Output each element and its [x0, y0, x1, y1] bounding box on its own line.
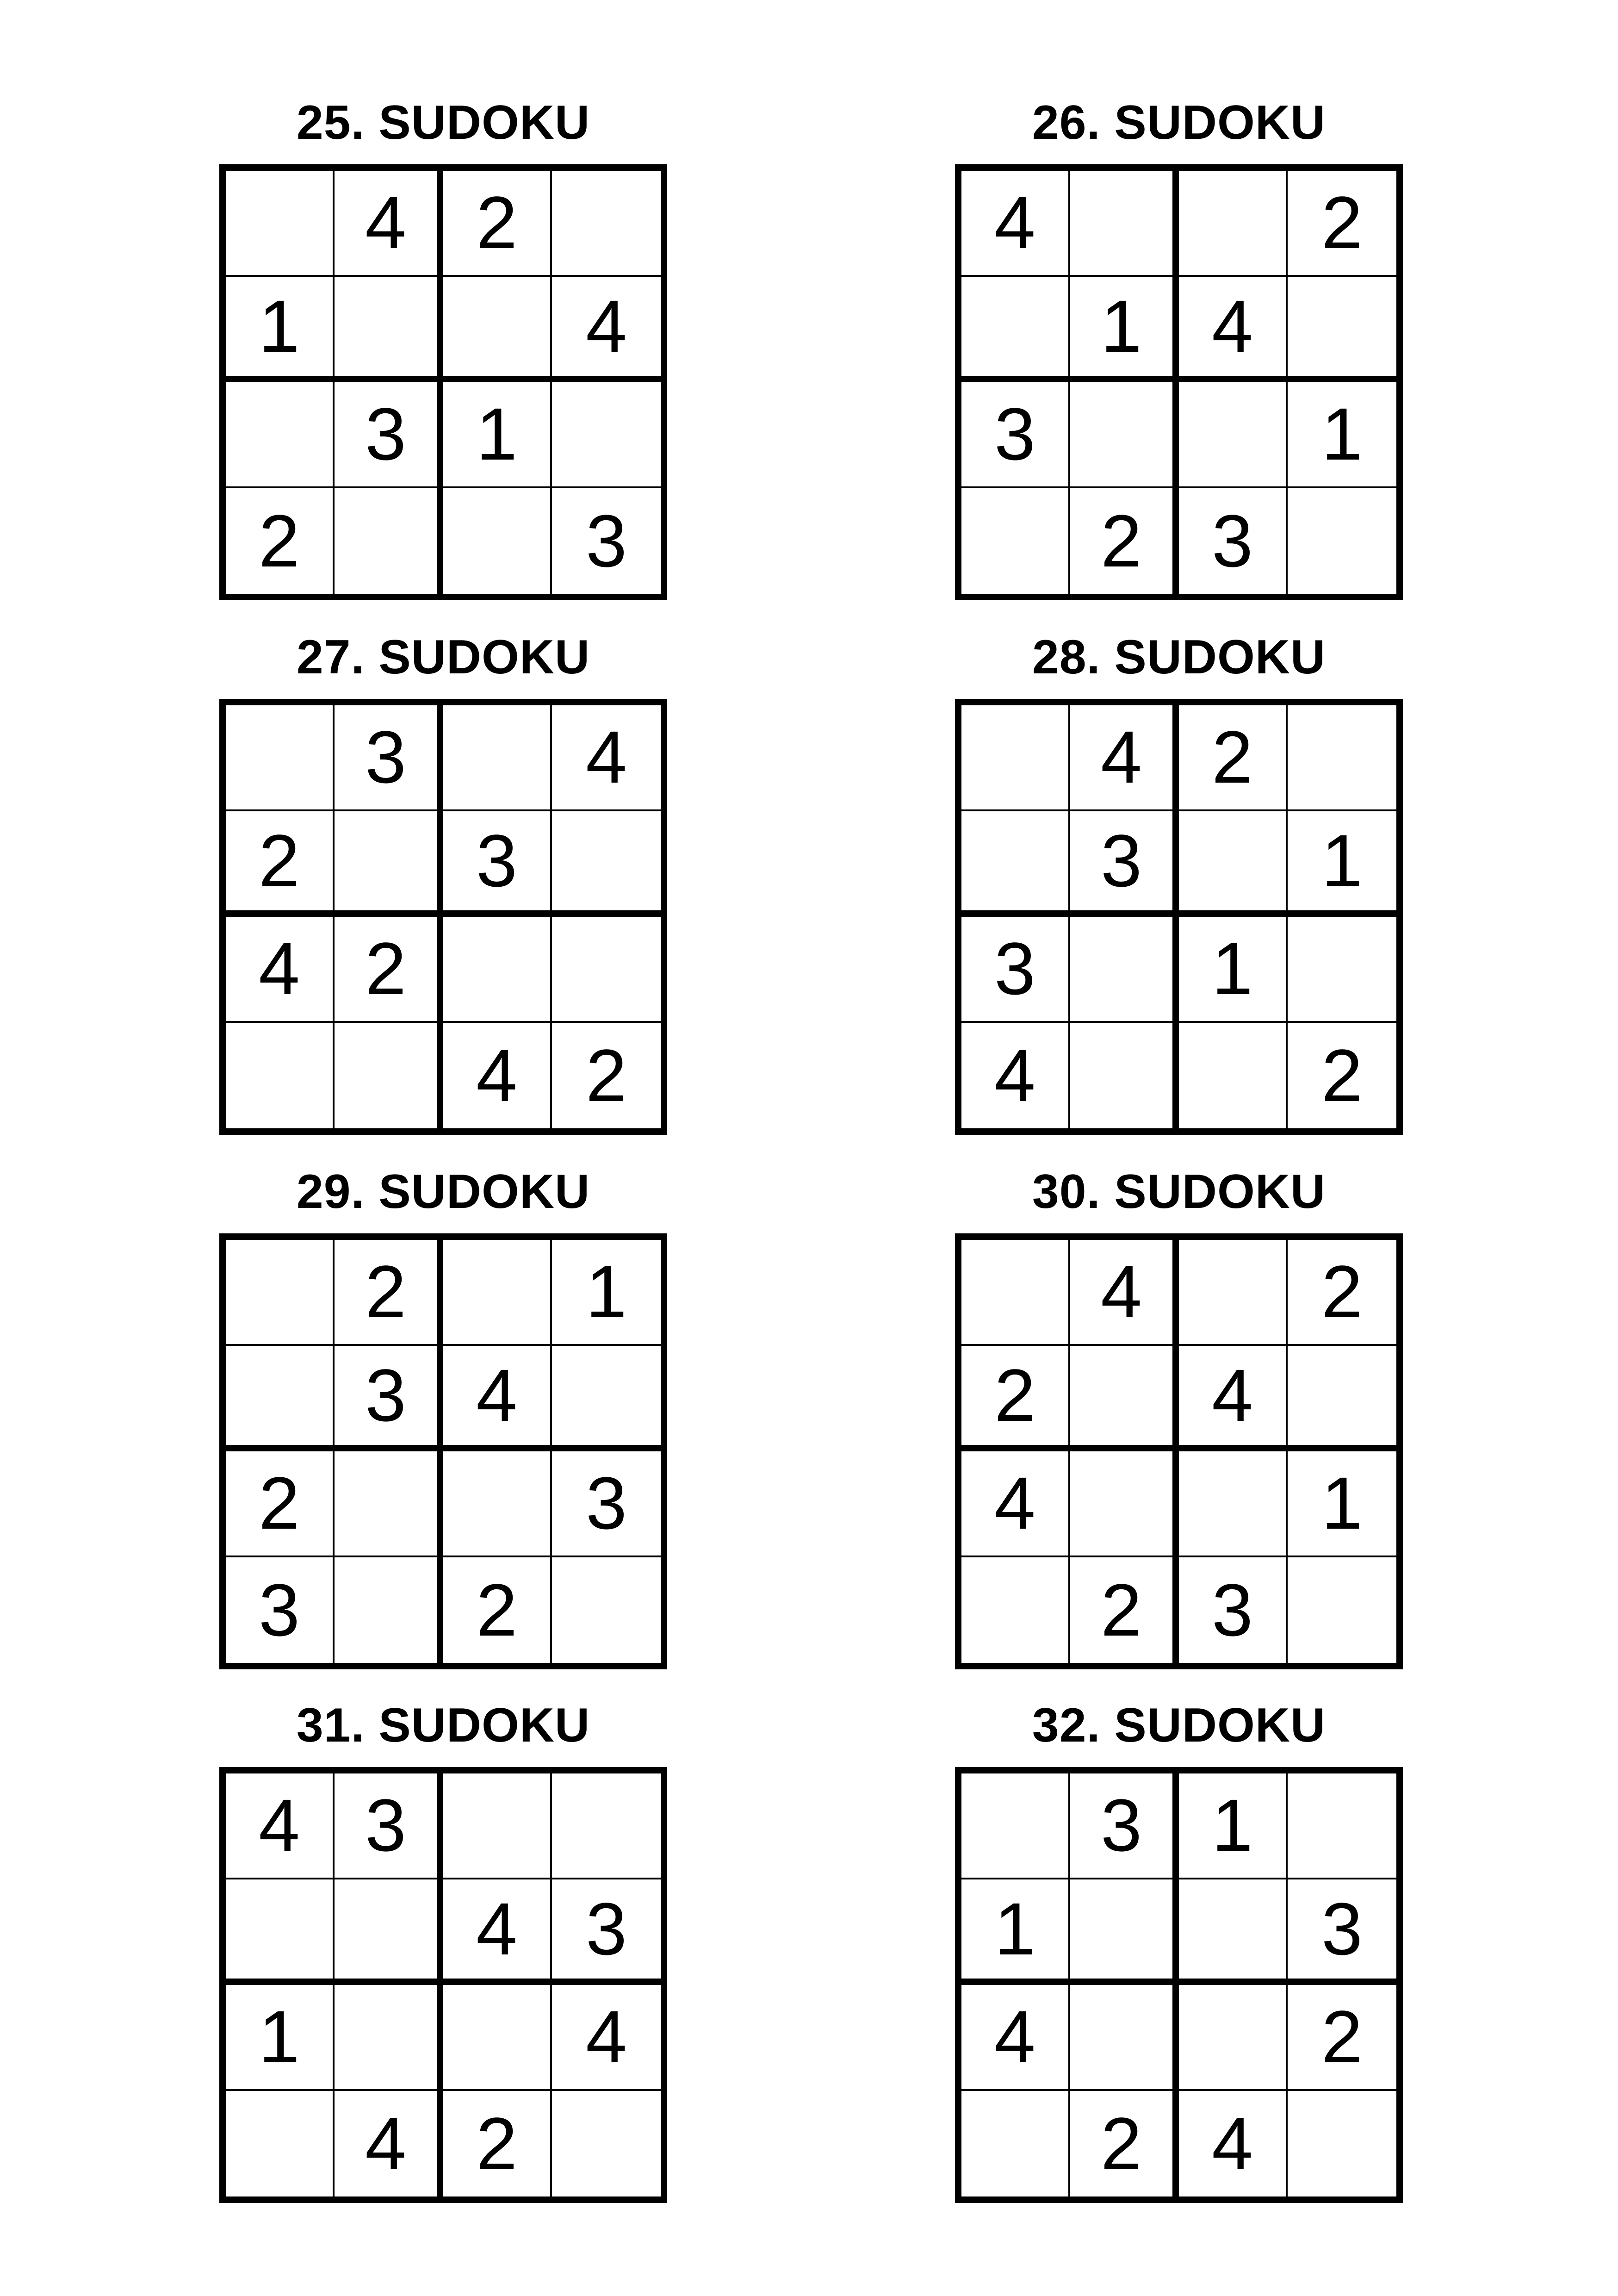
- given-number-cell: 4: [443, 1346, 552, 1452]
- given-number-cell: 4: [1179, 277, 1288, 383]
- given-number-cell: 2: [961, 1346, 1070, 1452]
- given-number-cell: 4: [335, 2091, 443, 2197]
- empty-cell[interactable]: [226, 705, 335, 811]
- given-number-cell: 3: [1179, 1557, 1288, 1663]
- given-number-cell: 3: [586, 499, 627, 582]
- given-number-cell: 3: [552, 1451, 661, 1557]
- empty-cell[interactable]: [961, 2091, 1070, 2197]
- empty-cell[interactable]: [335, 1023, 443, 1129]
- given-number-cell: 2: [1070, 2091, 1179, 2197]
- empty-cell[interactable]: [335, 488, 443, 594]
- empty-cell[interactable]: [226, 2091, 335, 2197]
- empty-cell[interactable]: [226, 1346, 335, 1452]
- empty-cell[interactable]: [1288, 705, 1396, 811]
- given-number-cell: 4: [443, 1879, 552, 1985]
- given-number-cell: 1: [443, 382, 552, 488]
- empty-cell[interactable]: [1179, 1023, 1288, 1129]
- given-number-cell: 4: [1179, 1346, 1288, 1452]
- empty-cell[interactable]: [335, 277, 443, 383]
- empty-cell[interactable]: [961, 277, 1070, 383]
- empty-cell[interactable]: [443, 277, 552, 383]
- puzzle-title: 32. SUDOKU: [1032, 1699, 1326, 1752]
- given-number-cell: 2: [443, 2091, 552, 2197]
- empty-cell[interactable]: [335, 1879, 443, 1985]
- empty-cell[interactable]: [443, 917, 552, 1023]
- given-number-cell: 2: [335, 1240, 443, 1346]
- given-number-cell: 1: [1288, 811, 1396, 917]
- given-number-cell: 4: [961, 171, 1070, 277]
- empty-cell[interactable]: [961, 705, 1070, 811]
- given-number-cell: 1: [226, 1985, 335, 2091]
- given-number-cell: 2: [586, 1033, 627, 1117]
- puzzle-title: 25. SUDOKU: [296, 96, 590, 149]
- empty-cell[interactable]: [443, 1985, 552, 2091]
- empty-cell[interactable]: [1070, 1023, 1179, 1129]
- given-number-cell: 2: [226, 488, 335, 594]
- empty-cell[interactable]: [1288, 488, 1396, 594]
- given-number-cell: 1: [1179, 917, 1288, 1023]
- given-number-cell: 2: [226, 811, 335, 917]
- given-number-cell: 3: [552, 1879, 661, 1985]
- empty-cell[interactable]: [1179, 382, 1288, 488]
- empty-cell[interactable]: [443, 488, 552, 594]
- empty-cell[interactable]: [443, 1240, 552, 1346]
- sudoku-grid: [955, 699, 1403, 1135]
- puzzle-title: 31. SUDOKU: [296, 1699, 590, 1752]
- sudoku-grid: [955, 164, 1403, 600]
- given-number-cell: 2: [1288, 1985, 1396, 2091]
- empty-cell[interactable]: [1179, 171, 1288, 277]
- sudoku-grid: [219, 164, 667, 600]
- puzzle-title: 30. SUDOKU: [1032, 1165, 1326, 1219]
- empty-cell[interactable]: [226, 171, 335, 277]
- given-number-cell: 4: [552, 1985, 661, 2091]
- given-number-cell: 4: [552, 705, 661, 811]
- empty-cell[interactable]: [1288, 2091, 1396, 2197]
- given-number-cell: 4: [226, 917, 335, 1023]
- given-number-cell: 3: [961, 382, 1070, 488]
- given-number-cell: 3: [335, 1773, 443, 1879]
- given-number-cell: 4: [226, 1773, 335, 1879]
- given-number-cell: 4: [1070, 705, 1179, 811]
- empty-cell[interactable]: [1179, 1985, 1288, 2091]
- sudoku-grid: [219, 1767, 667, 2203]
- empty-cell[interactable]: [552, 811, 661, 917]
- given-number-cell: 1: [226, 277, 335, 383]
- empty-cell[interactable]: [1288, 277, 1396, 383]
- given-number-cell: 1: [1288, 1451, 1396, 1557]
- given-number-cell: 3: [961, 917, 1070, 1023]
- given-number-cell: 1: [961, 1879, 1070, 1985]
- empty-cell[interactable]: [335, 1557, 443, 1663]
- empty-cell[interactable]: [552, 2091, 661, 2197]
- empty-cell[interactable]: [552, 171, 661, 277]
- puzzle-title: 26. SUDOKU: [1032, 96, 1326, 149]
- empty-cell[interactable]: [1179, 1240, 1288, 1346]
- given-number-cell: 4: [552, 277, 661, 383]
- empty-cell[interactable]: [1070, 917, 1179, 1023]
- given-number-cell: 4: [443, 1023, 552, 1129]
- given-number-cell: 1: [1288, 382, 1396, 488]
- empty-cell[interactable]: [1179, 811, 1288, 917]
- given-number-cell: 2: [443, 1557, 552, 1663]
- empty-cell[interactable]: [552, 1773, 661, 1879]
- empty-cell[interactable]: [335, 1451, 443, 1557]
- empty-cell[interactable]: [1179, 1879, 1288, 1985]
- given-number-cell: 4: [961, 1023, 1070, 1129]
- empty-cell[interactable]: [1070, 1451, 1179, 1557]
- puzzle-title: 27. SUDOKU: [296, 630, 590, 684]
- given-number-cell: 3: [443, 811, 552, 917]
- given-number-cell: 2: [335, 917, 443, 1023]
- given-number-cell: 2: [1321, 1033, 1363, 1117]
- sudoku-grid: [219, 1233, 667, 1669]
- given-number-cell: 3: [1179, 488, 1288, 594]
- given-number-cell: 3: [1070, 1773, 1179, 1879]
- given-number-cell: 4: [335, 171, 443, 277]
- given-number-cell: 2: [1179, 705, 1288, 811]
- given-number-cell: 4: [1179, 2091, 1288, 2197]
- empty-cell[interactable]: [961, 488, 1070, 594]
- empty-cell[interactable]: [1070, 1985, 1179, 2091]
- given-number-cell: 3: [226, 1557, 335, 1663]
- empty-cell[interactable]: [226, 1240, 335, 1346]
- empty-cell[interactable]: [961, 811, 1070, 917]
- given-number-cell: 2: [1070, 1557, 1179, 1663]
- empty-cell[interactable]: [1288, 1773, 1396, 1879]
- empty-cell[interactable]: [961, 1773, 1070, 1879]
- puzzle-title: 29. SUDOKU: [296, 1165, 590, 1219]
- given-number-cell: 3: [1070, 811, 1179, 917]
- empty-cell[interactable]: [1070, 1346, 1179, 1452]
- given-number-cell: 4: [1070, 1240, 1179, 1346]
- empty-cell[interactable]: [1288, 1557, 1396, 1663]
- sudoku-grid: [955, 1767, 1403, 2203]
- empty-cell[interactable]: [552, 382, 661, 488]
- empty-cell[interactable]: [226, 1023, 335, 1129]
- given-number-cell: 4: [961, 1985, 1070, 2091]
- given-number-cell: 4: [961, 1451, 1070, 1557]
- given-number-cell: 3: [335, 705, 443, 811]
- empty-cell[interactable]: [226, 382, 335, 488]
- empty-cell[interactable]: [1179, 1451, 1288, 1557]
- empty-cell[interactable]: [552, 1557, 661, 1663]
- empty-cell[interactable]: [1288, 1346, 1396, 1452]
- empty-cell[interactable]: [1070, 382, 1179, 488]
- empty-cell[interactable]: [1288, 917, 1396, 1023]
- given-number-cell: 2: [1288, 1240, 1396, 1346]
- given-number-cell: 3: [335, 382, 443, 488]
- given-number-cell: 1: [1179, 1773, 1288, 1879]
- given-number-cell: 2: [443, 171, 552, 277]
- empty-cell[interactable]: [443, 1451, 552, 1557]
- empty-cell[interactable]: [552, 917, 661, 1023]
- empty-cell[interactable]: [226, 1879, 335, 1985]
- puzzle-title: 28. SUDOKU: [1032, 630, 1326, 684]
- given-number-cell: 1: [1070, 277, 1179, 383]
- empty-cell[interactable]: [1070, 171, 1179, 277]
- empty-cell[interactable]: [961, 1240, 1070, 1346]
- given-number-cell: 2: [226, 1451, 335, 1557]
- given-number-cell: 3: [335, 1346, 443, 1452]
- empty-cell[interactable]: [443, 705, 552, 811]
- empty-cell[interactable]: [335, 1985, 443, 2091]
- empty-cell[interactable]: [1070, 1879, 1179, 1985]
- given-number-cell: 2: [1288, 171, 1396, 277]
- empty-cell[interactable]: [552, 1346, 661, 1452]
- empty-cell[interactable]: [961, 1557, 1070, 1663]
- given-number-cell: 1: [552, 1240, 661, 1346]
- sudoku-grid: [219, 699, 667, 1135]
- given-number-cell: 3: [1288, 1879, 1396, 1985]
- sudoku-grid: [955, 1233, 1403, 1669]
- empty-cell[interactable]: [335, 811, 443, 917]
- empty-cell[interactable]: [443, 1773, 552, 1879]
- given-number-cell: 2: [1070, 488, 1179, 594]
